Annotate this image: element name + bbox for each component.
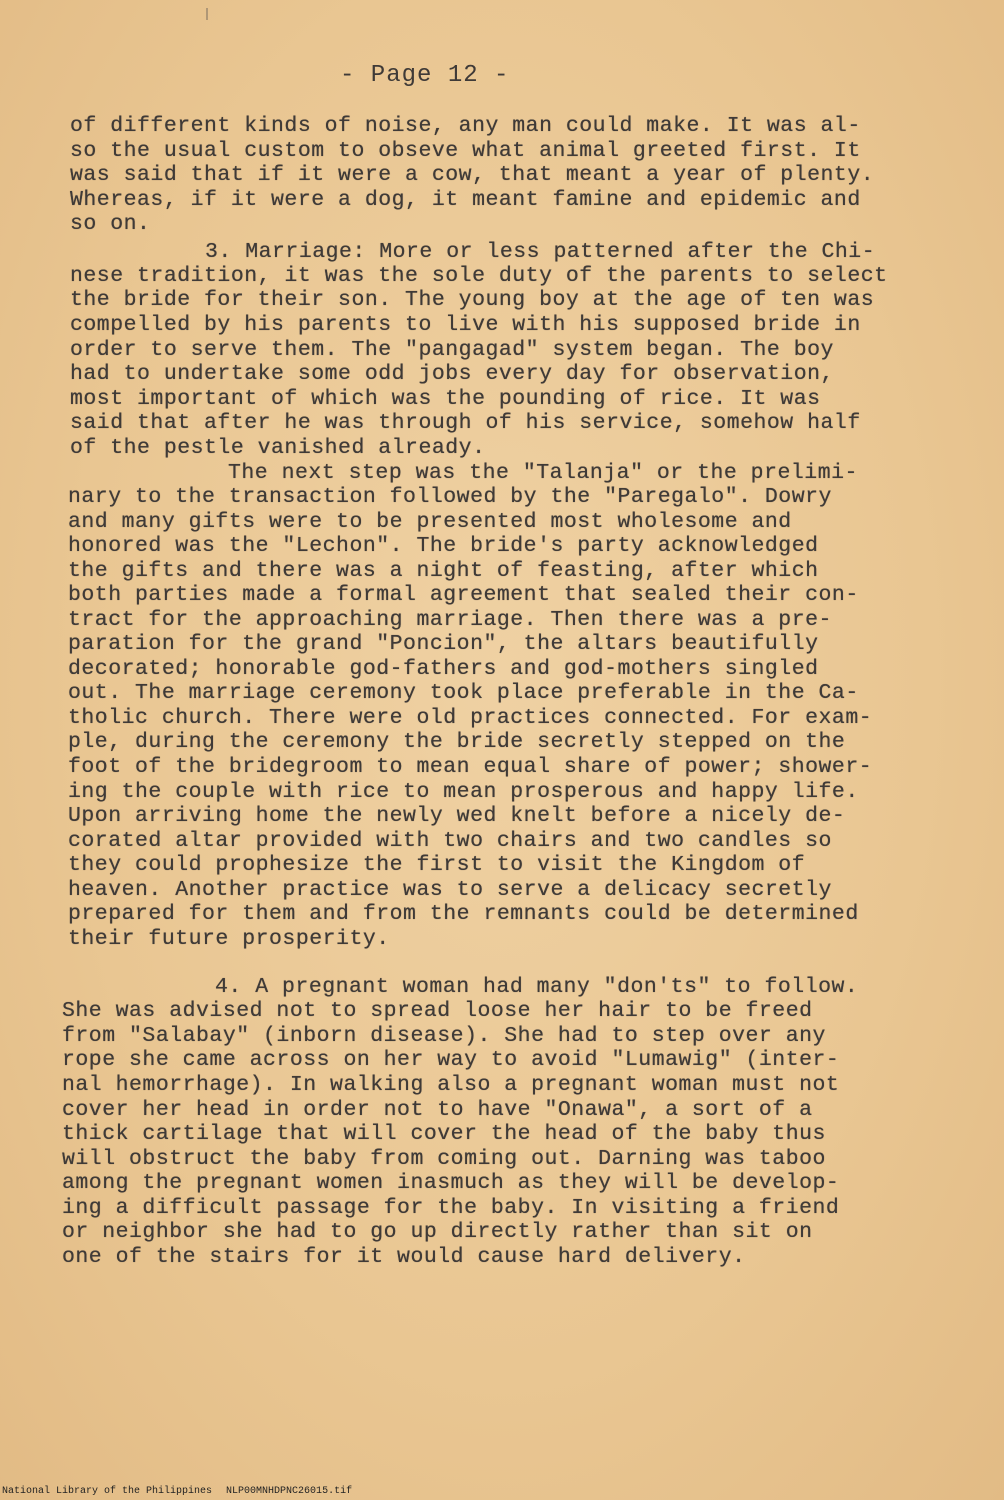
text-line: ing a difficult passage for the baby. In visiting a friend bbox=[62, 1196, 840, 1220]
text-line: compelled by his parents to live with his supposed bride in bbox=[70, 313, 861, 337]
text-line: rope she came across on her way to avoid "Lumawig" (inter- bbox=[62, 1048, 840, 1072]
text-line: out. The marriage ceremony took place preferable in the Ca- bbox=[68, 681, 859, 705]
scan-footer bbox=[2, 1486, 366, 1497]
text-line: heaven. Another practice was to serve a delicacy secretly bbox=[68, 878, 832, 902]
library-credit: National Library of the Philippines bbox=[2, 1486, 213, 1497]
text-line: 4. A pregnant woman had many "don'ts" to follow. bbox=[215, 975, 859, 999]
text-line: or neighbor she had to go up directly rather than sit on bbox=[62, 1220, 813, 1244]
text-line: nal hemorrhage). In walking also a pregnant woman must not bbox=[62, 1073, 840, 1097]
text-line: so on. bbox=[70, 212, 151, 236]
text-line: the gifts and there was a night of feasting, after which bbox=[68, 559, 819, 583]
text-line: from "Salabay" (inborn disease). She had to step over any bbox=[62, 1024, 826, 1048]
text-line: ple, during the ceremony the bride secretly stepped on the bbox=[68, 730, 846, 754]
text-line: corated altar provided with two chairs and two candles so bbox=[68, 829, 832, 853]
text-line: tract for the approaching marriage. Then there was a pre- bbox=[68, 608, 832, 632]
text-line: said that after he was through of his service, somehow half bbox=[70, 411, 861, 435]
text-line: one of the stairs for it would cause hard delivery. bbox=[62, 1245, 746, 1269]
text-line: will obstruct the baby from coming out. Darning was taboo bbox=[62, 1147, 826, 1171]
text-line: the bride for their son. The young boy at the age of ten was bbox=[70, 288, 875, 312]
text-line: most important of which was the pounding of rice. It was bbox=[70, 387, 821, 411]
file-id: NLP00MNHDPNC26015.tif bbox=[226, 1486, 353, 1497]
text-line: Whereas, if it were a dog, it meant famine and epidemic and bbox=[70, 188, 861, 212]
text-line: they could prophesize the first to visit the Kingdom of bbox=[68, 853, 806, 877]
text-line: had to undertake some odd jobs every day for observation, bbox=[70, 362, 834, 386]
text-line: of different kinds of noise, any man could make. It was al- bbox=[70, 114, 861, 138]
page-number: - Page 12 - bbox=[340, 62, 510, 89]
text-line: both parties made a formal agreement that sealed their con- bbox=[68, 583, 859, 607]
text-line: among the pregnant women inasmuch as they will be develop- bbox=[62, 1171, 840, 1195]
text-line: foot of the bridegroom to mean equal share of power; shower- bbox=[68, 755, 873, 779]
text-line: so the usual custom to obseve what animal greeted first. It bbox=[70, 139, 861, 163]
text-line: their future prosperity. bbox=[68, 927, 390, 951]
text-line: ing the couple with rice to mean prosperous and happy life. bbox=[68, 780, 859, 804]
text-line: 3. Marriage: More or less patterned after the Chi- bbox=[205, 240, 876, 264]
text-line: honored was the "Lechon". The bride's party acknowledged bbox=[68, 534, 819, 558]
text-line: order to serve them. The "pangagad" system began. The boy bbox=[70, 338, 834, 362]
text-line: and many gifts were to be presented most wholesome and bbox=[68, 510, 792, 534]
text-line: She was advised not to spread loose her hair to be freed bbox=[62, 999, 813, 1023]
text-line: tholic church. There were old practices connected. For exam- bbox=[68, 706, 873, 730]
text-line: nary to the transaction followed by the "Paregalo". Dowry bbox=[68, 485, 832, 509]
text-line: nese tradition, it was the sole duty of the parents to select bbox=[70, 264, 888, 288]
text-line: Upon arriving home the newly wed knelt before a nicely de- bbox=[68, 804, 846, 828]
text-line: cover her head in order not to have "Onawa", a sort of a bbox=[62, 1098, 813, 1122]
text-line: decorated; honorable god-fathers and god-mothers singled bbox=[68, 657, 819, 681]
text-line: The next step was the "Talanja" or the prelimi- bbox=[228, 461, 858, 485]
text-line: paration for the grand "Poncion", the altars beautifully bbox=[68, 632, 819, 656]
text-line: thick cartilage that will cover the head of the baby thus bbox=[62, 1122, 826, 1146]
margin-mark bbox=[206, 8, 208, 20]
text-line: prepared for them and from the remnants could be determined bbox=[68, 902, 859, 926]
text-line: of the pestle vanished already. bbox=[70, 436, 486, 460]
text-line: was said that if it were a cow, that meant a year of plenty. bbox=[70, 163, 875, 187]
